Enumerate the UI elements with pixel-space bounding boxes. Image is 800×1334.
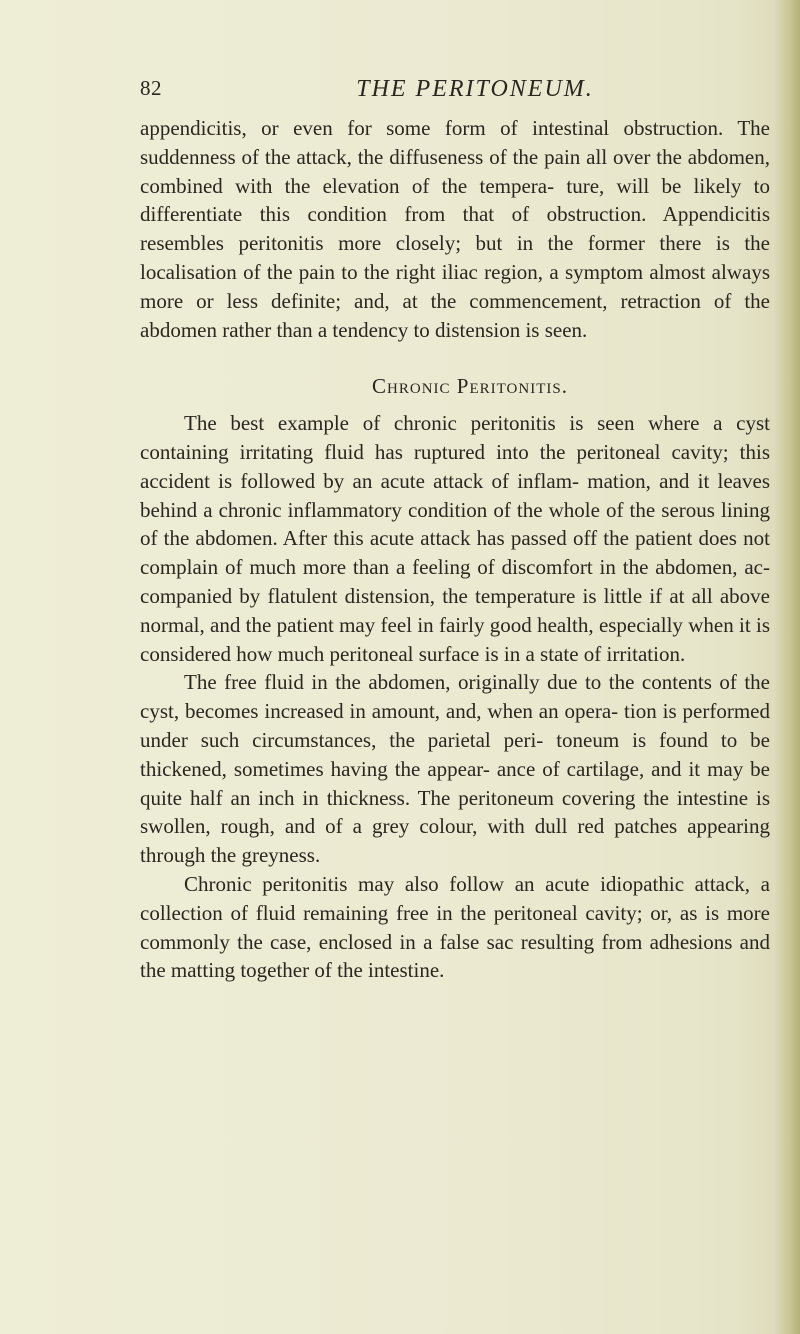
- paragraph: The free fluid in the abdomen, originally due to the contents of the cyst, becomes increased in amount, and, when an opera- tion is performed under such circumstances, the parietal peri- toneum is found to be thickened, sometimes having the appear- ance of cartilage, and it may be quite half an inch in thickness. The peritoneum covering the intestine is swollen, rough, and of a grey colour, with dull red patches appearing through the greyness.: [140, 670, 770, 868]
- page-header: [140, 76, 770, 116]
- paragraph: The best example of chronic peritonitis is seen where a cyst containing irritating fluid has ruptured into the peritoneal cavity; this accident is followed by an acute attack of inflam- mation, and it leaves behind a chronic inflammatory condition of the whole of the serous lining of the abdomen. After this acute attack has passed off the patient does not complain of much more than a feeling of discomfort in the abdomen, ac- companied by flatulent distension, the temperature is little if at all above normal, and the patient may feel in fairly good health, especially when it is considered how much peritoneal surface is in a state of irritation.: [140, 411, 770, 666]
- body-text: [140, 114, 770, 985]
- running-head: THE PERITONEUM.: [356, 76, 594, 102]
- section-heading: Chronic Peritonitis.: [372, 374, 568, 399]
- page-number: 82: [140, 76, 162, 100]
- page-edge-shadow: [774, 0, 800, 1334]
- paragraph: Chronic peritonitis may also follow an acute idiopathic attack, a collection of fluid remaining free in the peritoneal cavity; or, as is more commonly the case, enclosed in a false sac resulting from adhesions and the matting together of the intestine.: [140, 871, 770, 983]
- paragraph-continuation: appendicitis, or even for some form of intestinal obstruction. The suddenness of the attack, the diffuseness of the pain all over the abdomen, combined with the elevation of the tempera- ture, will be likely to differentiate this condition from that of obstruction. Appendicitis resembles peritonitis more closely; but in the former there is the localisation of the pain to the right iliac region, a symptom almost always more or less definite; and, at the commencement, retraction of the abdomen rather than a tendency to distension is seen.: [140, 116, 770, 342]
